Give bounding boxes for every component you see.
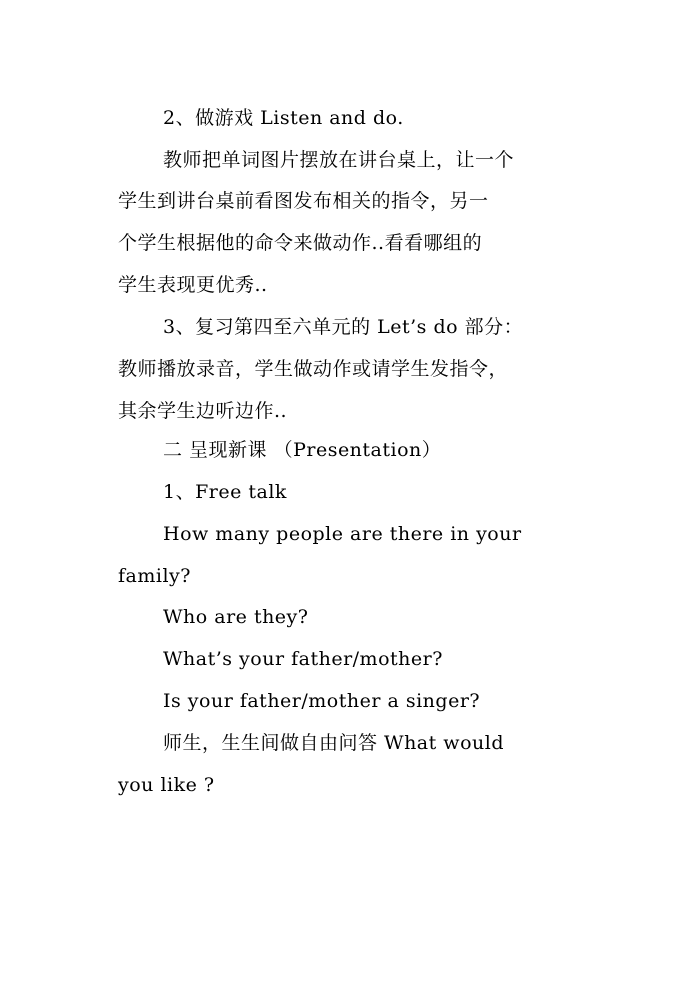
paragraph-line: 教师把单词图片摆放在讲台桌上，让一个 bbox=[163, 149, 515, 171]
paragraph-line: 教师播放录音，学生做动作或请学生发指令， bbox=[118, 358, 509, 380]
paragraph-line: 师生，生生间做自由问答 What would bbox=[163, 732, 504, 754]
paragraph-line: Is your father/mother a singer? bbox=[163, 690, 481, 712]
section-heading-presentation: 二 呈现新课 （Presentation） bbox=[163, 439, 442, 461]
paragraph-line: How many people are there in your bbox=[163, 523, 522, 545]
paragraph-line: Who are they? bbox=[163, 606, 309, 628]
paragraph-line: 学生表现更优秀.. bbox=[118, 274, 268, 296]
paragraph-line: you like ? bbox=[118, 774, 215, 796]
section-heading-game: 2、做游戏 Listen and do. bbox=[163, 107, 404, 129]
subheading-free-talk: 1、Free talk bbox=[163, 481, 287, 503]
paragraph-line: 其余学生边听边作.. bbox=[118, 400, 288, 422]
paragraph-line: family? bbox=[118, 565, 191, 587]
section-heading-review: 3、复习第四至六单元的 Let’s do 部分： bbox=[163, 316, 524, 338]
paragraph-line: 个学生根据他的命令来做动作..看看哪组的 bbox=[118, 232, 483, 254]
paragraph-line: What’s your father/mother? bbox=[163, 648, 443, 670]
paragraph-line: 学生到讲台桌前看图发布相关的指令，另一 bbox=[118, 190, 489, 212]
